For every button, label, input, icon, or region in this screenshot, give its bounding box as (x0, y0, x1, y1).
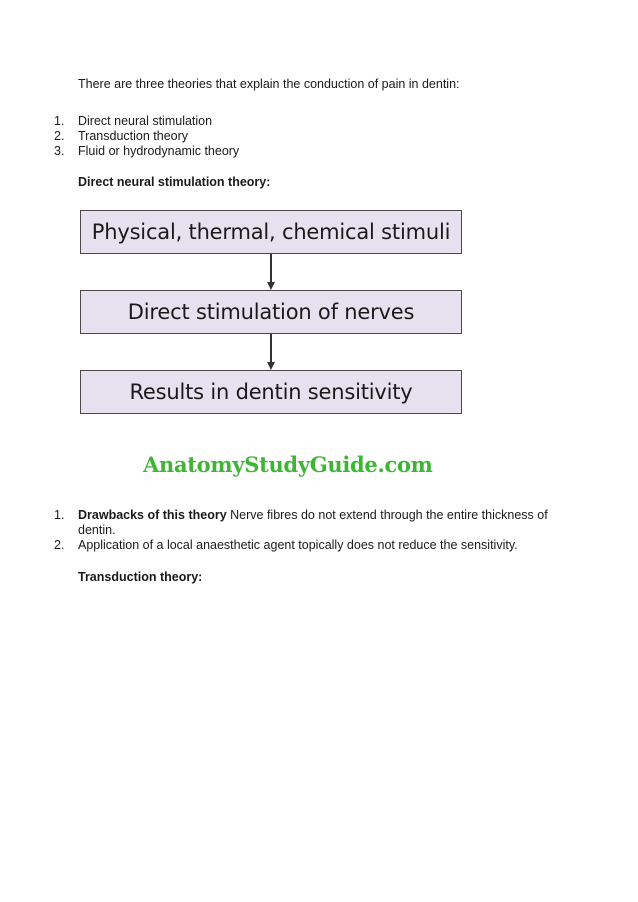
drawback-number: 2. (54, 538, 65, 552)
flow-arrow-down-icon (268, 334, 274, 370)
flow-box-nerve-stimulation: Direct stimulation of nerves (80, 290, 462, 334)
theory-number: 3. (54, 144, 65, 158)
intro-text: There are three theories that explain the conduction of pain in dentin: (78, 77, 460, 91)
section-heading-transduction: Transduction theory: (78, 570, 203, 584)
drawback-text: Nerve fibres do not extend through the entire thickness of (226, 508, 548, 522)
theory-number: 2. (54, 129, 65, 143)
theory-item: Fluid or hydrodynamic theory (78, 144, 240, 158)
section-heading-direct-neural: Direct neural stimulation theory: (78, 175, 271, 189)
drawback-item (78, 508, 548, 523)
flow-box-dentin-sensitivity: Results in dentin sensitivity (80, 370, 462, 414)
theory-item: Direct neural stimulation (78, 114, 213, 128)
drawback-label: Drawbacks of this theory (78, 508, 227, 522)
theory-number: 1. (54, 114, 65, 128)
drawback-number: 1. (54, 508, 65, 522)
watermark-logo: AnatomyStudyGuide.com (143, 452, 433, 477)
flow-box-stimuli: Physical, thermal, chemical stimuli (80, 210, 462, 254)
flow-arrow-down-icon (268, 254, 274, 290)
drawback-item: Application of a local anaesthetic agent topically does not reduce the sensitivity. (78, 538, 518, 552)
drawback-continuation: dentin. (78, 523, 116, 537)
theory-item: Transduction theory (78, 129, 189, 143)
